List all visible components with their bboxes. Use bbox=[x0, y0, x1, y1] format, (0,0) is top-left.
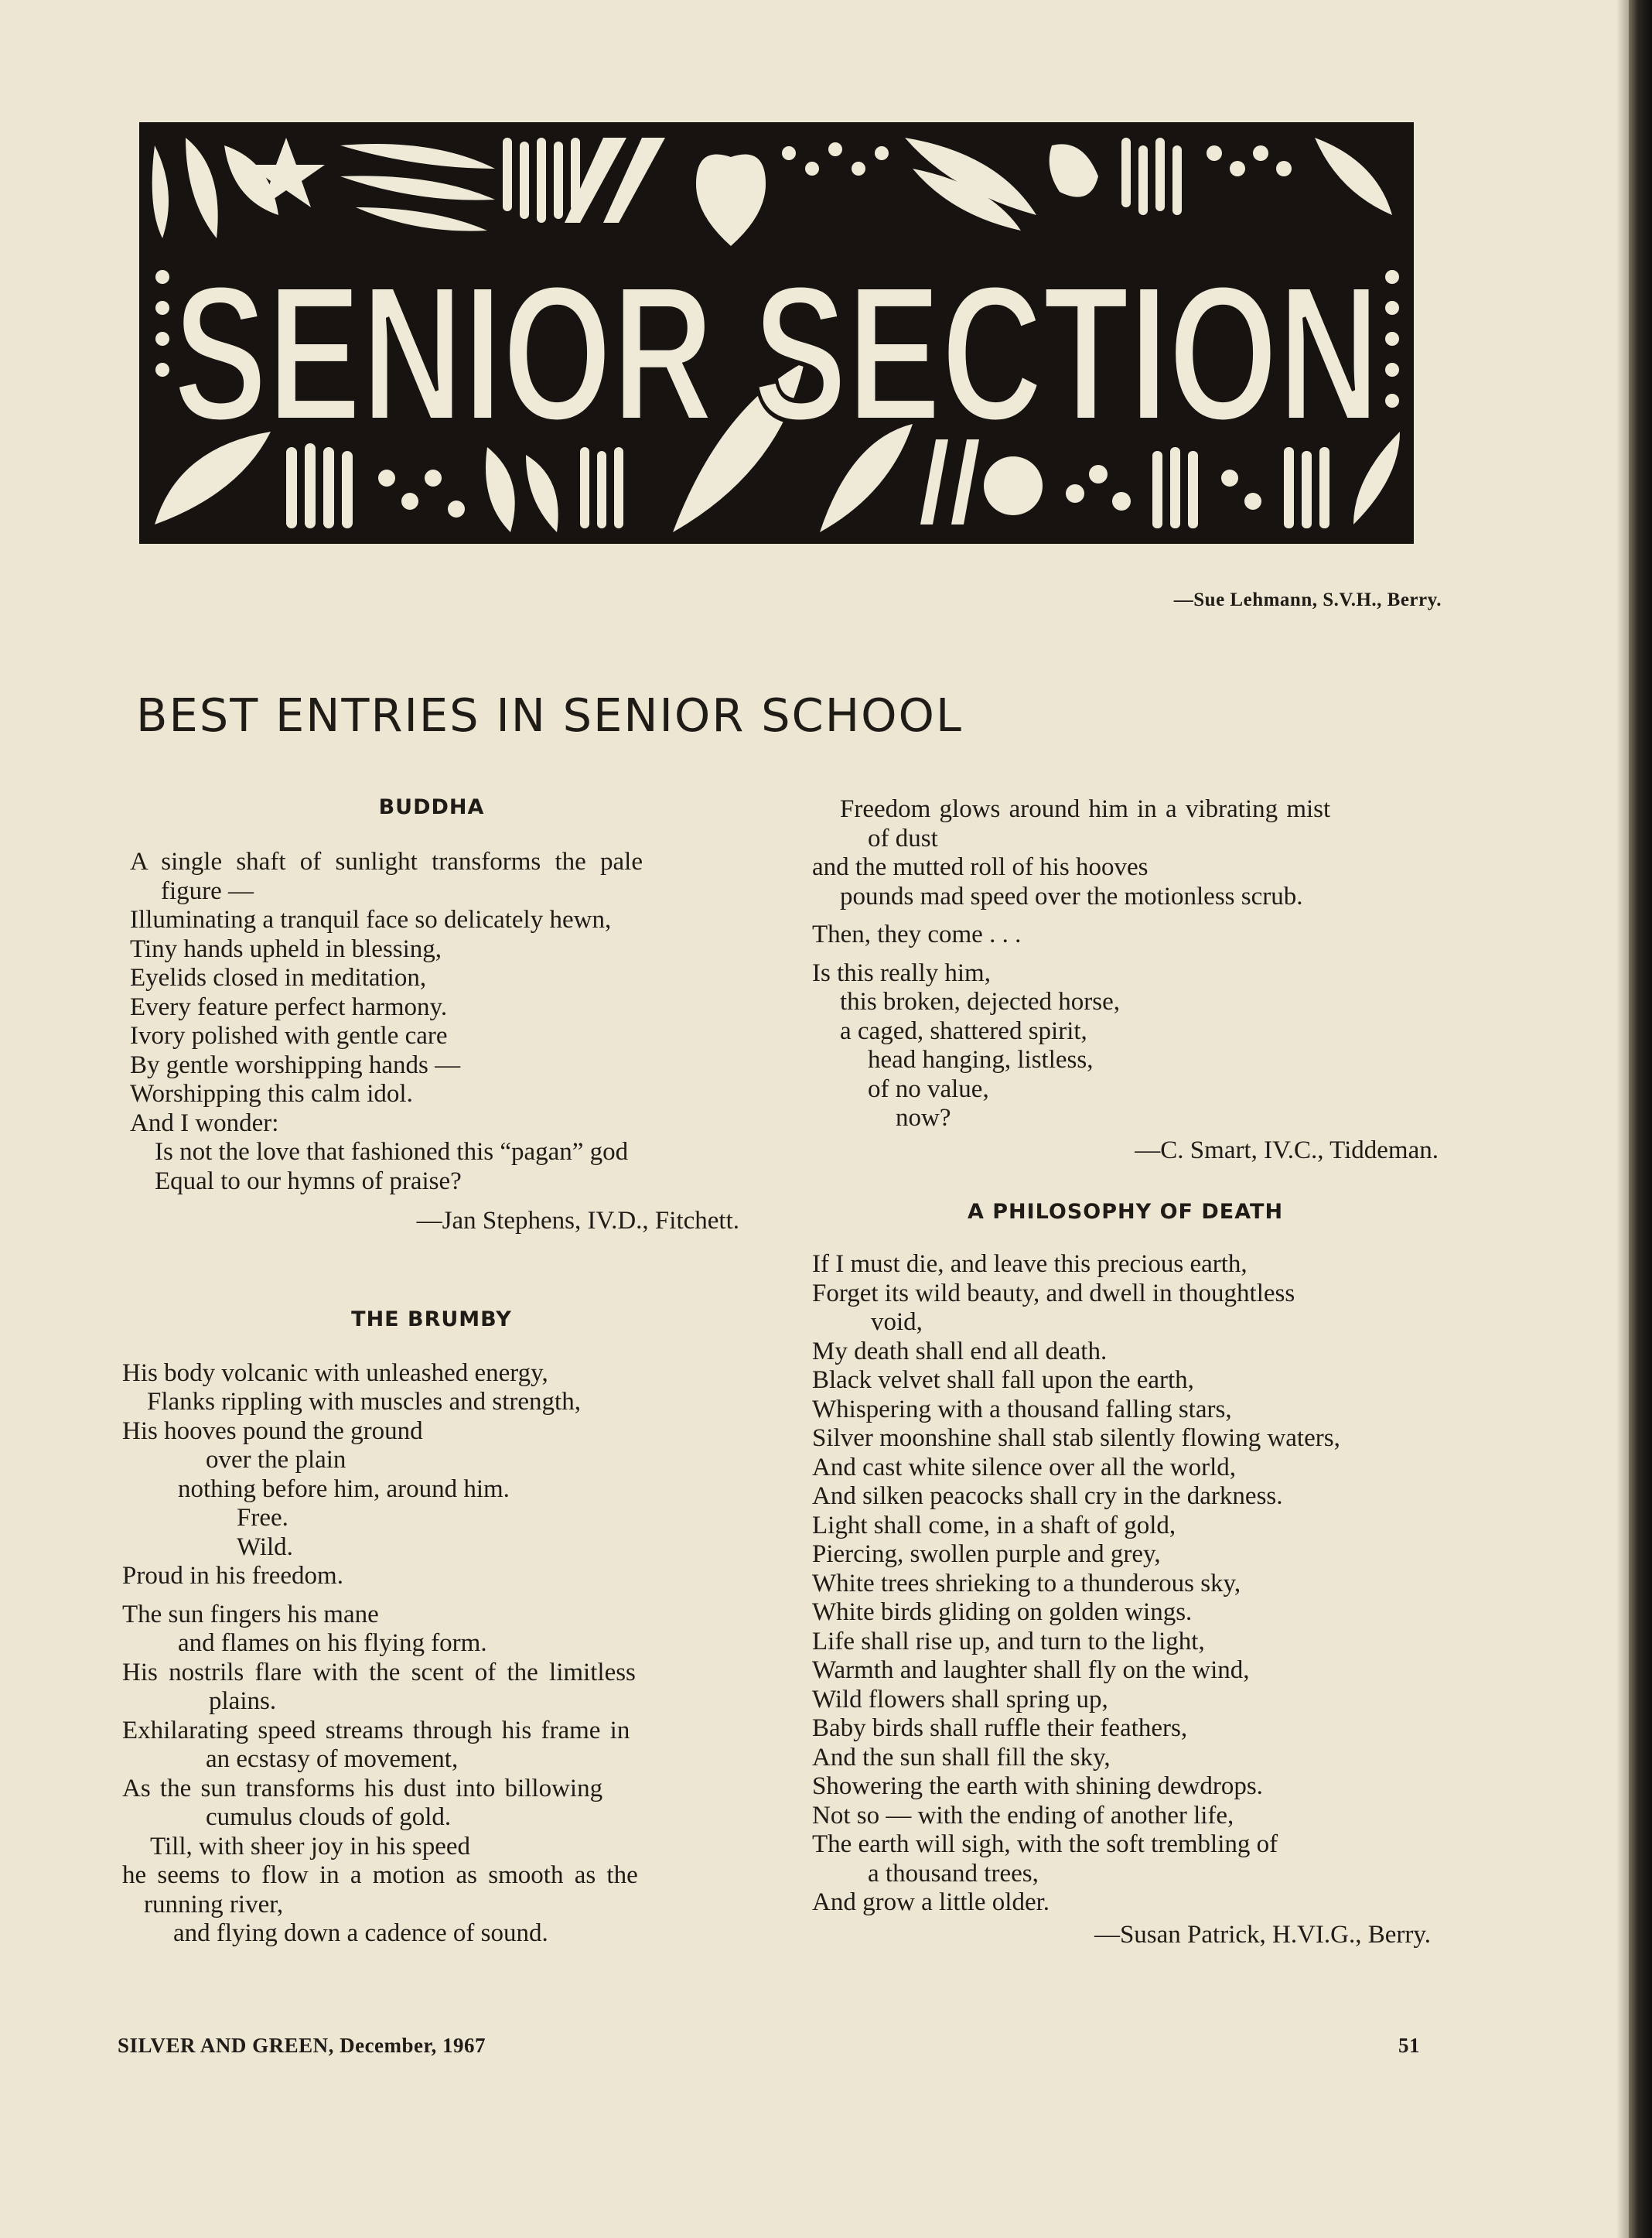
poem-line: Warmth and laughter shall fly on the wind, bbox=[812, 1656, 1250, 1684]
poem-line: Ivory polished with gentle care bbox=[130, 1022, 448, 1050]
poem-line: And I wonder: bbox=[130, 1109, 279, 1137]
poem-line: Piercing, swollen purple and grey, bbox=[812, 1540, 1161, 1568]
poem-line: running river, bbox=[144, 1890, 284, 1919]
poem-line: Forget its wild beauty, and dwell in thoughtless bbox=[812, 1279, 1295, 1307]
buddha-title: BUDDHA bbox=[378, 795, 485, 819]
poem-line: Black velvet shall fall upon the earth, bbox=[812, 1366, 1194, 1394]
poem-line: Then, they come . . . bbox=[812, 921, 1022, 948]
page-number: 51 bbox=[1398, 2034, 1420, 2057]
right-column bbox=[812, 795, 1439, 1949]
poem-line: plains. bbox=[209, 1687, 277, 1715]
poem-line: The sun fingers his mane bbox=[122, 1600, 379, 1628]
poem-line: a caged, shattered spirit, bbox=[840, 1016, 1087, 1045]
buddha-attribution: —Jan Stephens, IV.D., Fitchett. bbox=[416, 1207, 739, 1235]
poem-line: Worshipping this calm idol. bbox=[130, 1080, 413, 1108]
poem-line: As the sun transforms his dust into billowing bbox=[122, 1774, 603, 1802]
poem-line: Is this really him, bbox=[812, 958, 991, 987]
poem-line: By gentle worshipping hands — bbox=[130, 1051, 461, 1079]
poem-line: His hooves pound the ground bbox=[122, 1416, 423, 1445]
poem-line: Free. bbox=[237, 1504, 288, 1532]
poem-line: Tiny hands upheld in blessing, bbox=[130, 934, 442, 963]
poem-line: Illuminating a tranquil face so delicately hewn, bbox=[130, 906, 612, 934]
poem-line: pounds mad speed over the motionless scrub. bbox=[840, 882, 1303, 911]
poem-line: and flying down a cadence of sound. bbox=[173, 1919, 548, 1947]
poem-line: Freedom glows around him in a vibrating mist bbox=[840, 795, 1331, 823]
poem-line: Eyelids closed in meditation, bbox=[130, 964, 427, 992]
poem-line: Wild. bbox=[237, 1532, 293, 1561]
poem-line: A single shaft of sunlight transforms the pale bbox=[130, 848, 643, 876]
poem-line: and flames on his flying form. bbox=[178, 1629, 487, 1657]
banner-credit: —Sue Lehmann, S.V.H., Berry. bbox=[1173, 589, 1442, 610]
poem-line: Not so — with the ending of another life, bbox=[812, 1801, 1234, 1830]
poem-line: Showering the earth with shining dewdrops. bbox=[812, 1772, 1263, 1800]
poem-line: this broken, dejected horse, bbox=[840, 988, 1120, 1016]
poem-line: My death shall end all death. bbox=[812, 1337, 1108, 1365]
poem-line: and the mutted roll of his hooves bbox=[812, 853, 1149, 881]
poem-line: White trees shrieking to a thunderous sky, bbox=[812, 1569, 1241, 1597]
poem-line: His body volcanic with unleashed energy, bbox=[122, 1358, 548, 1387]
poem-line: Whispering with a thousand falling stars, bbox=[812, 1395, 1232, 1423]
page-gutter-shadow bbox=[1616, 0, 1629, 2238]
poem-line: If I must die, and leave this precious earth, bbox=[812, 1250, 1248, 1278]
poem-line: now? bbox=[896, 1104, 951, 1132]
banner-artwork bbox=[139, 122, 1414, 544]
poem-line: void, bbox=[871, 1308, 923, 1336]
poem-line: Every feature perfect harmony. bbox=[130, 993, 448, 1021]
poem-line: Till, with sheer joy in his speed bbox=[150, 1832, 471, 1860]
poem-line: His nostrils flare with the scent of the limitless bbox=[122, 1658, 636, 1686]
poem-line: Baby birds shall ruffle their feathers, bbox=[812, 1714, 1188, 1742]
poem-line: over the plain bbox=[206, 1446, 346, 1474]
poem-line: Is not the love that fashioned this “pagan” god bbox=[155, 1138, 629, 1166]
poem-line: Light shall come, in a shaft of gold, bbox=[812, 1511, 1176, 1539]
senior-section-banner bbox=[139, 122, 1414, 544]
banner-heading: SENIOR SECTION bbox=[173, 245, 1380, 461]
brumby-poem-part-1 bbox=[122, 1359, 741, 1949]
philosophy-title: A PHILOSOPHY OF DEATH bbox=[967, 1200, 1284, 1224]
section-title: BEST ENTRIES IN SENIOR SCHOOL bbox=[136, 688, 963, 742]
philosophy-attribution: —Susan Patrick, H.VI.G., Berry. bbox=[1094, 1920, 1431, 1949]
page-edge bbox=[1629, 0, 1652, 2238]
poem-line: he seems to flow in a motion as smooth as the bbox=[122, 1861, 638, 1889]
brumby-title: THE BRUMBY bbox=[351, 1307, 512, 1331]
flower-icon bbox=[984, 456, 1043, 515]
poem-line: Flanks rippling with muscles and strength, bbox=[147, 1388, 581, 1416]
poem-line: Equal to our hymns of praise? bbox=[155, 1167, 462, 1195]
philosophy-poem bbox=[812, 1250, 1439, 1918]
publication-info: SILVER AND GREEN, December, 1967 bbox=[118, 2034, 486, 2057]
poem-line: Wild flowers shall spring up, bbox=[812, 1685, 1108, 1714]
poem-line: White birds gliding on golden wings. bbox=[812, 1598, 1193, 1626]
poem-line: Proud in his freedom. bbox=[122, 1562, 343, 1590]
poem-line: nothing before him, around him. bbox=[178, 1474, 510, 1503]
buddha-poem bbox=[122, 848, 741, 1196]
poem-line: Exhilarating speed streams through his frame in bbox=[122, 1716, 630, 1744]
poem-line: cumulus clouds of gold. bbox=[206, 1803, 452, 1831]
poem-line: Silver moonshine shall stab silently flowing waters, bbox=[812, 1424, 1340, 1452]
poem-line: And silken peacocks shall cry in the darkness. bbox=[812, 1482, 1283, 1510]
poem-line: head hanging, listless, bbox=[868, 1046, 1094, 1074]
poem-line: And grow a little older. bbox=[812, 1888, 1050, 1916]
poem-line: of dust bbox=[868, 824, 938, 852]
poem-line: The earth will sigh, with the soft trembling of bbox=[812, 1830, 1278, 1858]
poem-line: figure — bbox=[161, 876, 254, 905]
poem-line: an ecstasy of movement, bbox=[206, 1745, 459, 1773]
poem-line: of no value, bbox=[868, 1075, 989, 1103]
brumby-poem-part-2 bbox=[812, 795, 1439, 1133]
poem-line: a thousand trees, bbox=[868, 1859, 1039, 1888]
poem-line: Life shall rise up, and turn to the light, bbox=[812, 1627, 1205, 1655]
left-column bbox=[122, 795, 741, 1949]
page-footer bbox=[118, 2034, 1420, 2058]
poem-line: And the sun shall fill the sky, bbox=[812, 1743, 1111, 1772]
poem-line: And cast white silence over all the world, bbox=[812, 1453, 1236, 1481]
brumby-attribution: —C. Smart, IV.C., Tiddeman. bbox=[1135, 1136, 1439, 1164]
